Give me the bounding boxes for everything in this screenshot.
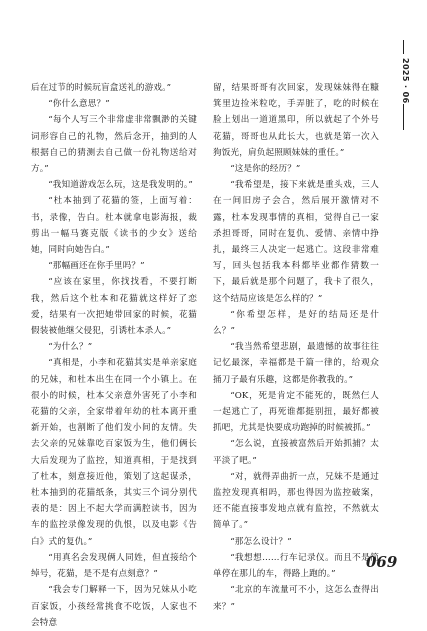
left-text-column <box>31 80 197 631</box>
paragraph: “真相是，小李和花猫其实是单亲家庭的兄妹，和杜本出生在同一个小镇上。在很小的时候，杜本父亲意外害死了小李和花猫的父亲，全家带着年幼的杜本离开重新开始，也割断了他们发小间的友情。失去父亲的兄妹靠吃百家饭为生，他们俩长大后发现为了监控，知道真相，于是找到了杜本，刻意接近他，策划了这起谋杀，杜本抽到的花猫纸条，其实三个词分别代表的是：因上不起大学而满腔读书，因为车的监控录像发现的仇恨，以及电影《告白》式的复仇。” <box>31 358 197 547</box>
paragraph: “每个人写三个非常虚非常飘渺的关键词形容自己的礼物，然后念开，抽到的人根据自己的猜测去自己做一份礼物送给对方。” <box>31 115 197 175</box>
paragraph: “北京的车流量可不小，这怎么查得出来？” <box>213 585 379 612</box>
paragraph: “你希望怎样，是好的结局还是什么？” <box>213 309 379 337</box>
paragraph: “为什么？” <box>48 342 93 353</box>
paragraph: 后在过节的时候玩盲盒送礼的游戏。” <box>31 83 172 93</box>
paragraph: “OK，死是肯定不能死的，既然仨人一起逃亡了，再死谁都挺别扭，最好都被抓吧，尤其是快要成功跑掉的时候被抓。” <box>213 390 379 434</box>
paragraph: “应该在家里，你找找看，不要打断我，然后这个杜本和花猫就这样好了恋爱，结果有一次把她带回家的时候，花猫假装被他继父侵犯，引诱杜本杀人。” <box>31 277 197 337</box>
paragraph: “我会专门解释一下，因为兄妹从小吃百家饭，小孩经常挑食不吃饭，人家也不会特意 <box>31 585 197 628</box>
issue-date: 2025 · 06 <box>401 58 410 104</box>
paragraph: “这是你的经历？” <box>230 164 301 175</box>
side-rule-bottom <box>403 104 404 130</box>
paragraph: “我当然希望悲剧，最遗憾的故事往往记忆最深，幸福都是千篇一律的，给观众捅刀子最有乐趣，这都是你教我的。” <box>213 342 379 385</box>
paragraph: “对，就得弄曲折一点，兄妹不是通过监控发现真相吗，那也得因为监控破案，还不能直接事发地点就有监控，不然就太简单了。” <box>213 471 379 531</box>
right-text-column <box>213 80 379 615</box>
paragraph: “我想想……行车记录仪。而且不是简单停在那儿的车，得路上跑的。” <box>213 552 379 580</box>
paragraph: 留，结果哥哥有次回家，发现妹妹得在糠箕里边捡米粒吃，手弄脏了，吃的时候在脸上划出一道道黑印，所以就起了个外号花猫，哥哥也从此长大，也就是第一次入狗饭光，肩负起照顾妹妹的重任。” <box>213 83 379 158</box>
paragraph: “那幅画还在你手里吗？” <box>48 261 145 272</box>
paragraph: “那怎么设计？” <box>230 536 292 547</box>
paragraph: “你什么意思？” <box>48 99 110 110</box>
paragraph: “用真名会发现俩人同姓，但直接给个绰号，花猫，是不是有点刻意？” <box>31 552 197 580</box>
paragraph: “我希望是，接下来就是重头戏，三人在一间旧房子会合，然后展开激情对不露，杜本发现事情的真相，觉得自己一家杀担哥哥，同时在复仇、爱情、亲情中挣扎，最终三人决定一起逃亡。这段非常难写，回头包括我本科都毕业都作猜数一下，最后就是那个问题了，我卡了很久，这个结局应该是怎么样的？” <box>213 180 379 304</box>
paragraph: “我知道游戏怎么玩，这是我发明的。” <box>48 180 193 191</box>
paragraph: “怎么说，直接被富然后开始抓捕？太平淡了吧。” <box>213 439 379 466</box>
page-number: 069 <box>366 553 398 571</box>
paragraph: “杜本抽到了花猫的签，上面写着：书，录像，告白。杜本就拿电影海报，裁剪出一幅马赛克版《读书的少女》送给她，同时向她告白。” <box>31 196 197 256</box>
side-rule-top <box>403 40 404 54</box>
